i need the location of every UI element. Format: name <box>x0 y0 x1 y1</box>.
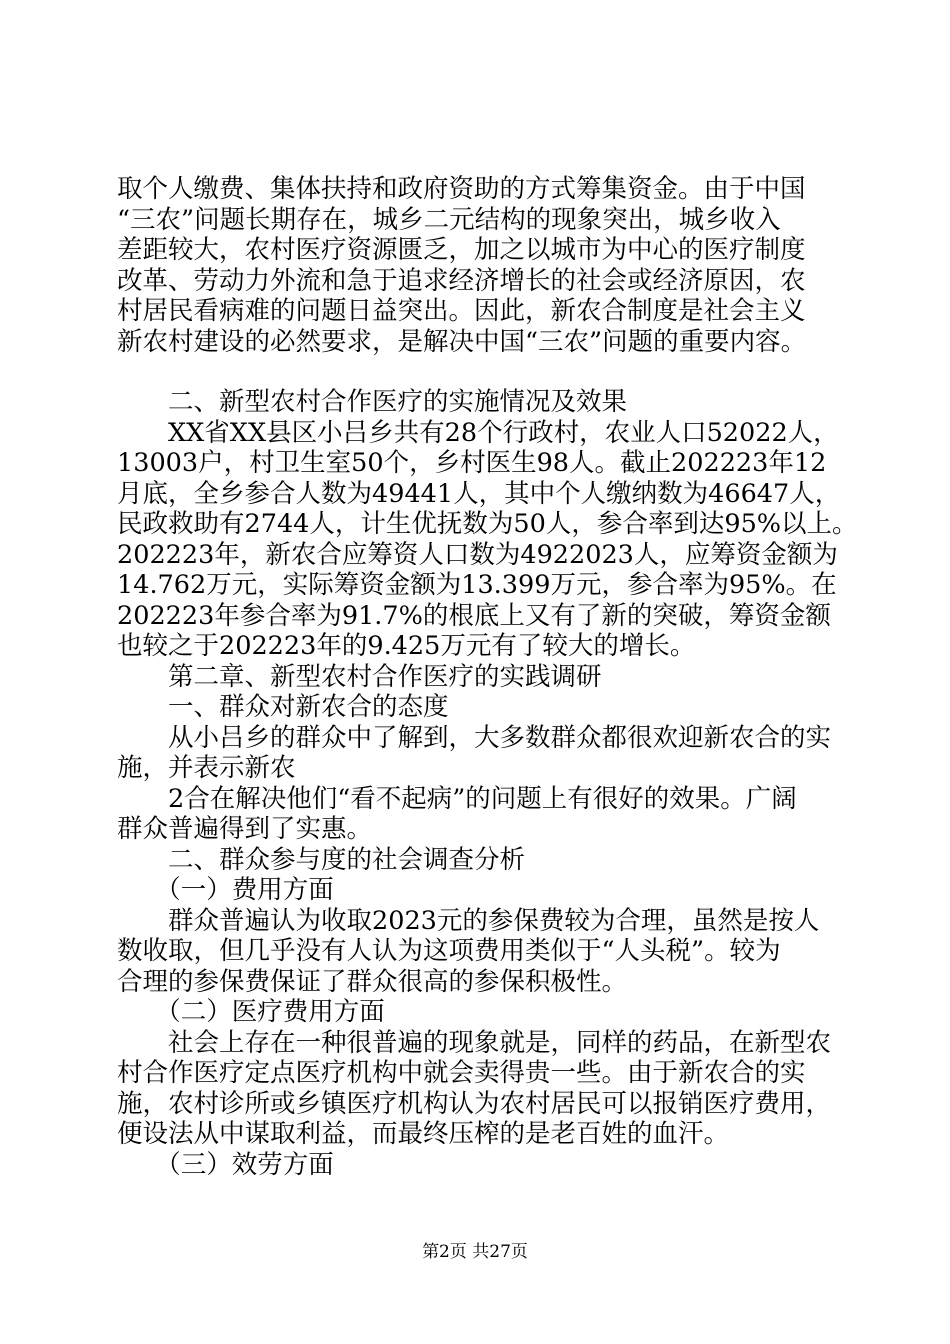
text-line: 村合作医疗定点医疗机构中就会卖得贵一些。由于新农合的实 <box>117 1058 806 1088</box>
text-line: 13003户，村卫生室50个，乡村医生98人。截止202223年12 <box>117 448 827 478</box>
page-number-footer: 第2页 共27页 <box>422 1242 528 1262</box>
text-line: 改革、劳动力外流和急于追求经济增长的社会或经济原因，农 <box>117 265 806 296</box>
paragraph-block-1 <box>117 174 847 357</box>
text-line: 数收取，但几乎没有人认为这项费用类似于“人头税”。较为 <box>117 936 781 966</box>
text-line: 群众普遍认为收取2023元的参保费较为合理，虽然是按人 <box>117 905 820 936</box>
text-line: 施，并表示新农 <box>117 753 296 783</box>
paragraph-gap <box>117 357 847 387</box>
text-line: 村居民看病难的问题日益突出。因此，新农合制度是社会主义 <box>117 296 806 326</box>
section-heading: 一、群众对新农合的态度 <box>117 692 449 722</box>
section-heading: 二、群众参与度的社会调查分析 <box>117 844 526 875</box>
subsection-heading: （一）费用方面 <box>117 875 334 905</box>
text-line: 也较之于202223年的9.425万元有了较大的增长。 <box>117 631 696 661</box>
document-body <box>117 174 858 1180</box>
text-line: 社会上存在一种很普遍的现象就是，同样的药品，在新型农 <box>117 1027 832 1058</box>
text-line: 2合在解决他们“看不起病”的问题上有很好的效果。广阔 <box>117 783 797 814</box>
text-line: 从小吕乡的群众中了解到，大多数群众都很欢迎新农合的实 <box>117 722 832 753</box>
subsection-heading: （二）医疗费用方面 <box>117 997 385 1027</box>
subsection-heading: （三）效劳方面 <box>117 1149 334 1180</box>
text-line: 14.762万元，实际筹资金额为13.399万元，参合率为95%。在 <box>117 570 837 600</box>
text-line: “三农”问题长期存在，城乡二元结构的现象突出，城乡收入 <box>117 204 781 235</box>
text-line: XX省XX县区小吕乡共有28个行政村，农业人口52022人， <box>117 417 839 448</box>
text-line: 202223年，新农合应筹资人口数为4922023人，应筹资金额为 <box>117 539 838 570</box>
text-line: 民政救助有2744人，计生优抚数为50人，参合率到达95%以上。 <box>117 509 858 539</box>
chapter-heading: 第二章、新型农村合作医疗的实践调研 <box>117 661 602 692</box>
paragraph-block-2 <box>117 387 858 1180</box>
text-line: 取个人缴费、集体扶持和政府资助的方式筹集资金。由于中国 <box>117 174 806 204</box>
text-line: 202223年参合率为91.7%的根底上又有了新的突破，筹资金额 <box>117 600 831 631</box>
text-line: 差距较大，农村医疗资源匮乏，加之以城市为中心的医疗制度 <box>117 235 806 265</box>
text-line: 便设法从中谋取利益，而最终压榨的是老百姓的血汗。 <box>117 1119 730 1149</box>
text-line: 合理的参保费保证了群众很高的参保积极性。 <box>117 966 628 997</box>
section-heading: 二、新型农村合作医疗的实施情况及效果 <box>117 387 628 417</box>
text-line: 月底，全乡参合人数为49441人，其中个人缴纳数为46647人， <box>117 478 841 509</box>
text-line: 群众普遍得到了实惠。 <box>117 814 373 844</box>
text-line: 新农村建设的必然要求，是解决中国“三农”问题的重要内容。 <box>117 326 807 357</box>
text-line: 施，农村诊所或乡镇医疗机构认为农村居民可以报销医疗费用， <box>117 1088 832 1119</box>
